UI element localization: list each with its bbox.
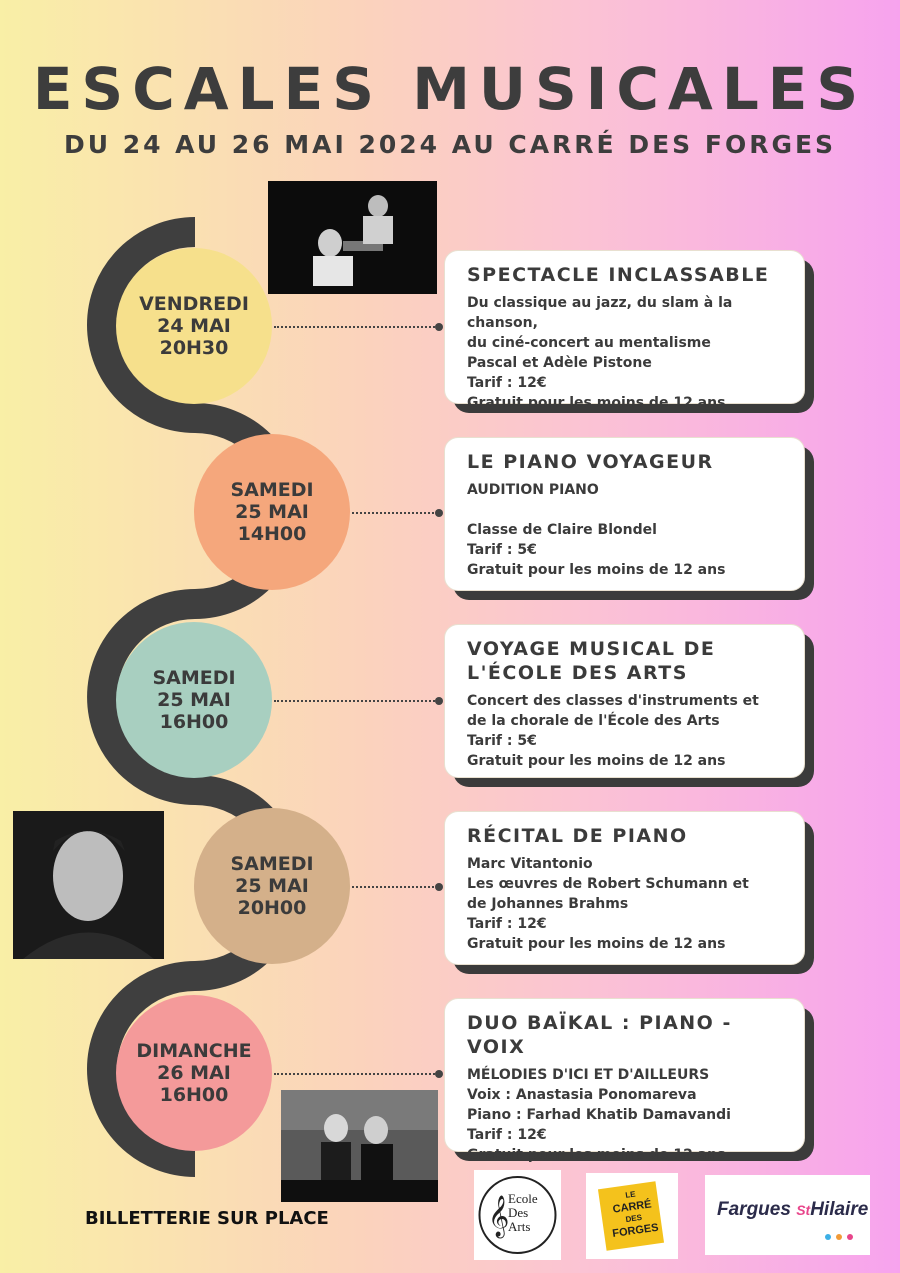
photo-duo [281,1090,438,1202]
event-date-circle [194,434,350,590]
photo-pianist-portrait [13,811,164,959]
event-time: 20H30 [159,337,229,359]
event-detail-line: Du classique au jazz, du slam à la chanson, [467,295,733,331]
logo2-word-4: FORGES [611,1221,660,1240]
event-detail-line: Gratuit pour les moins de 12 ans [467,936,726,952]
logo-carre-des-forges [586,1173,678,1259]
billetterie-label: BILLETTERIE SUR PLACE [85,1208,329,1229]
event-detail-line: de la chorale de l'École des Arts [467,713,720,729]
logo2-word-1: LE [624,1189,637,1200]
event-detail-line: Piano : Farhad Khatib Damavandi [467,1107,731,1123]
logo-ecole-des-arts [474,1170,561,1260]
event-date-circle [116,995,272,1151]
connector-line [274,700,438,702]
logo3-word-1: Fargues [717,1199,791,1220]
connector-line [352,886,438,888]
connector-line [274,326,438,328]
event-card [444,811,805,965]
event-title: RÉCITAL DE PIANO [467,825,688,847]
event-title: VOYAGE MUSICAL DE L'ÉCOLE DES ARTS [467,638,716,684]
event-day: SAMEDI [230,479,314,501]
page-subtitle: DU 24 AU 26 MAI 2024 AU CARRÉ DES FORGES [63,130,837,159]
event-detail-line: Gratuit pour les moins de 12 ans [467,562,726,578]
event-date: 24 MAI [157,315,231,337]
event-detail-line: Gratuit pour les moins de 12 ans [467,1147,726,1163]
connector-line [274,1073,438,1075]
logo1-word-1: Ecole [508,1191,538,1206]
connector-dot [435,697,443,705]
connector-dot [435,883,443,891]
event-date-circle [194,808,350,964]
event-card [444,437,805,591]
event-card [444,998,805,1163]
event-detail-line: Tarif : 12€ [467,1127,547,1143]
event-detail-line [467,500,790,520]
event-date: 25 MAI [235,501,309,523]
event-day: SAMEDI [230,853,314,875]
event-time: 16H00 [159,711,229,733]
event-detail-line: AUDITION PIANO [467,482,599,498]
event-title: DUO BAÏKAL : PIANO - VOIX [467,1012,732,1058]
event-date-circle [116,622,272,778]
event-card [444,624,805,778]
event-title: SPECTACLE INCLASSABLE [467,264,770,286]
event-detail-line: du ciné-concert au mentalisme [467,335,711,351]
event-detail-line: Tarif : 12€ [467,916,547,932]
event-detail-line: Les œuvres de Robert Schumann et [467,876,749,892]
event-detail-line: de Johannes Brahms [467,896,629,912]
event-detail-line: Marc Vitantonio [467,856,593,872]
logo2-word-2: CARRÉ [611,1198,653,1216]
connector-dot [435,1070,443,1078]
event-date: 25 MAI [235,875,309,897]
event-day: SAMEDI [152,667,236,689]
logo2-word-3: DES [624,1212,643,1225]
event-detail-line: Tarif : 5€ [467,733,537,749]
logo1-word-3: Arts [508,1219,531,1234]
event-detail-line: Tarif : 12€ [467,375,547,391]
event-detail-line: Classe de Claire Blondel [467,522,657,538]
event-detail-line: Gratuit pour les moins de 12 ans [467,395,726,411]
event-time: 16H00 [159,1084,229,1106]
event-time: 14H00 [237,523,307,545]
event-title: LE PIANO VOYAGEUR [467,451,714,473]
logo3-word-3: Hilaire [810,1199,869,1220]
page-title: ESCALES MUSICALES [32,55,868,123]
event-detail-line: Gratuit pour les moins de 12 ans [467,753,726,769]
logo-fargues-st-hilaire [705,1175,870,1255]
event-detail-line: Concert des classes d'instruments et [467,693,759,709]
svg-text:𝄞: 𝄞 [488,1196,510,1237]
connector-dot [435,323,443,331]
event-detail-line: Tarif : 5€ [467,542,537,558]
event-detail-line: Voix : Anastasia Ponomareva [467,1087,697,1103]
logo1-word-2: Des [508,1205,529,1220]
connector-line [352,512,438,514]
event-date: 25 MAI [157,689,231,711]
logo3-word-2: St [796,1202,811,1218]
event-date: 26 MAI [157,1062,231,1084]
photo-piano-accordion [268,181,437,294]
connector-dot [435,509,443,517]
event-detail-line: Pascal et Adèle Pistone [467,355,652,371]
event-date-circle [116,248,272,404]
event-card [444,250,805,411]
event-day: DIMANCHE [136,1040,252,1062]
event-day: VENDREDI [139,293,249,315]
event-time: 20H00 [237,897,307,919]
event-detail-line: MÉLODIES D'ICI ET D'AILLEURS [467,1067,710,1083]
